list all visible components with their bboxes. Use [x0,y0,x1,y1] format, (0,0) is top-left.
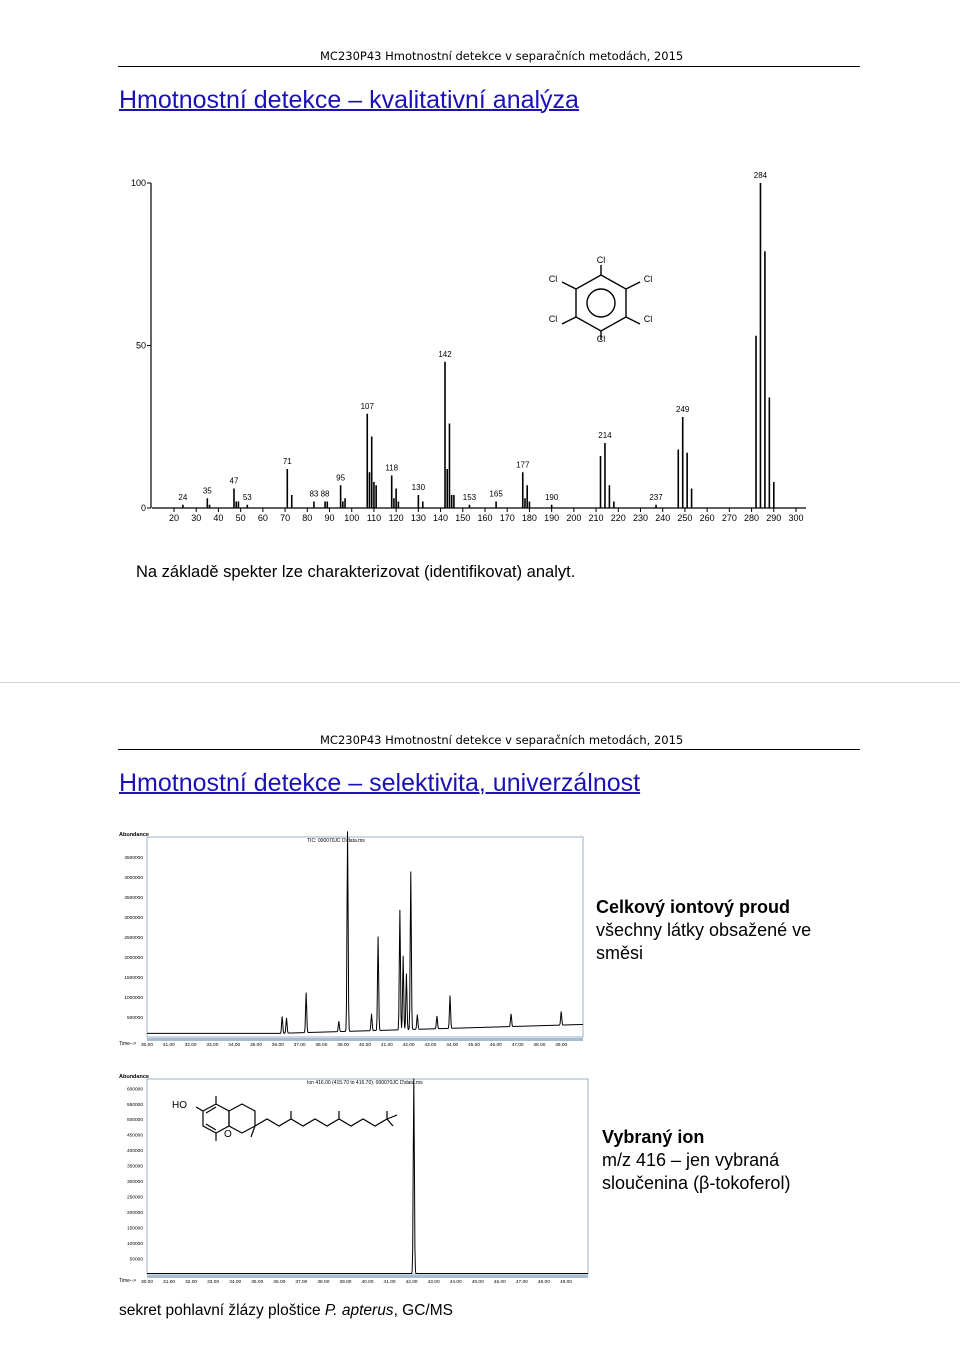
ms-peak-label: 118 [385,463,399,473]
cl-label: Cl [548,274,558,284]
ms-x-tick-label: 250 [677,513,693,523]
x-tick-label: 48.00 [533,1043,546,1048]
y-tick-label: 200000 [126,1211,143,1217]
y-tick-label: 3500000 [124,896,143,901]
ms-peak-label: 130 [411,483,426,492]
chart-title: Ion 416.00 (415.70 to 416.70): 000070JC D\data.ms [307,1080,423,1086]
ms-x-tick-label: 230 [632,513,649,523]
x-tick-label: 30.00 [140,1043,154,1048]
ms-peak-label: 214 [598,431,612,440]
x-tick-label: 33.00 [207,1280,220,1285]
ms-peak-label: 165 [489,489,503,499]
cl-label: Cl [643,274,653,284]
x-axis-title: Time--> [119,1041,137,1047]
x-tick-label: 41.00 [380,1043,393,1048]
ms-x-tick-label: 150 [455,513,471,523]
y-tick-label: 100000 [126,1242,143,1248]
ms-x-tick-label: 260 [699,513,715,523]
x-tick-label: 42.00 [402,1043,415,1048]
tic-chromatogram [117,829,587,1049]
ion-chromatogram [117,1071,592,1286]
hexachlorobenzene-structure [562,265,640,340]
y-tick-label: 1000000 [124,996,143,1001]
x-tick-label: 34.00 [228,1043,241,1048]
y-tick-label: 2500000 [124,936,143,941]
x-tick-label: 39.00 [339,1280,352,1285]
ms-peak-label: 71 [282,457,292,466]
slide-footer [119,1302,453,1320]
ion-axes [119,1074,588,1285]
x-tick-label: 41.00 [383,1280,396,1285]
x-tick-label: 36.00 [271,1043,284,1048]
slide-1 [0,0,960,683]
aromatic-ring [587,289,615,317]
y-axis-title: Abundance [119,832,149,838]
cl-label: Cl [596,255,606,265]
y-tick-label: 4500000 [124,856,143,861]
y-tick-label: 250000 [126,1195,143,1201]
ms-peaks [183,183,774,508]
x-tick-label: 44.00 [446,1043,459,1048]
ms-peak-label: 284 [753,171,768,180]
ho-label: HO [172,1100,187,1111]
ms-peak-label: 142 [438,349,452,359]
x-tick-label: 37.00 [295,1280,308,1285]
x-tick-label: 33.00 [206,1043,219,1048]
tic-desc-line: směsi [596,943,644,963]
x-tick-label: 43.00 [427,1280,440,1285]
x-tick-label: 38.00 [317,1280,330,1285]
y-tick-label: 450000 [126,1133,143,1139]
ms-peak-label: 107 [360,401,374,411]
tic-heading: Celkový iontový proud [596,897,791,917]
x-tick-label: 34.00 [229,1280,242,1285]
x-tick-label: 39.00 [337,1043,350,1048]
y-tick-label: 500000 [126,1016,143,1021]
x-tick-label: 40.00 [361,1280,374,1285]
footer-suffix: , GC/MS [393,1302,453,1319]
x-tick-label: 32.00 [184,1043,197,1048]
ms-x-tick-label: 20 [168,513,180,523]
chart-title: TIC: 000070JC D\data.ms [307,838,365,844]
ms-x-tick-label: 200 [566,513,582,523]
x-tick-label: 44.00 [449,1280,462,1285]
ion-description [602,1126,790,1195]
ms-peak-labels [178,171,767,502]
ms-peak-label: 190 [544,492,559,502]
y-axis-title: Abundance [119,1074,149,1080]
course-header: MC230P43 Hmotnostní detekce v separačních metodách, 2015 [320,733,684,747]
ms-peak-label: 24 [178,492,188,502]
x-tick-label: 45.00 [471,1280,484,1285]
ms-axes [131,178,806,523]
y-tick-label: 400000 [126,1149,143,1155]
ion-heading: Vybraný ion [602,1127,705,1147]
y-tick-label: 150000 [126,1226,143,1232]
ms-peak-label: 83 [309,489,319,499]
ms-y-tick-label: 100 [130,178,146,188]
ms-x-tick-label: 170 [499,513,515,523]
footer-prefix: sekret pohlavní žlázy ploštice [119,1302,325,1319]
ms-x-tick-label: 290 [766,513,782,523]
ms-x-tick-label: 100 [344,513,360,523]
ms-x-tick-label: 280 [744,513,760,523]
ms-x-tick-label: 210 [588,513,604,523]
ms-peak-label: 47 [229,476,239,486]
x-tick-label: 35.00 [249,1043,263,1048]
ms-x-tick-label: 180 [521,513,537,523]
ms-peak-label: 53 [242,492,252,502]
ms-x-tick-label: 220 [610,513,626,523]
header-rule [118,66,860,67]
o-label: O [224,1129,232,1140]
x-tick-label: 40.00 [358,1043,372,1048]
cl-label: Cl [548,314,558,324]
ms-peak-label: 237 [649,492,663,502]
ms-peak-label: 88 [320,489,330,499]
x-tick-label: 30.00 [140,1280,154,1285]
x-tick-label: 49.00 [559,1280,572,1285]
ms-x-tick-label: 300 [788,513,804,523]
y-tick-label: 50000 [129,1257,143,1263]
tic-desc-line: všechny látky obsažené ve [596,920,812,940]
ms-x-tick-label: 130 [410,513,426,523]
cl-label: Cl [643,314,653,324]
ms-x-tick-label: 240 [655,513,671,523]
ms-x-tick-label: 40 [213,513,224,523]
ms-x-tick-label: 80 [302,513,313,523]
x-tick-label: 37.00 [293,1043,306,1048]
ion-desc-line: sloučenina (β-tokoferol) [602,1173,791,1193]
cl-label: Cl [596,334,606,344]
ms-x-tick-label: 160 [477,513,493,523]
x-tick-label: 36.00 [273,1280,286,1285]
x-tick-label: 47.00 [511,1043,524,1048]
slide-caption: Na základě spekter lze charakterizovat (identifikovat) analyt. [136,563,576,581]
x-tick-label: 31.00 [162,1043,175,1048]
ms-peak-label: 177 [516,460,530,470]
ms-x-tick-label: 30 [191,513,202,523]
ms-x-tick-label: 90 [324,513,335,523]
y-tick-label: 300000 [126,1180,143,1186]
x-tick-label: 46.00 [489,1043,502,1048]
x-tick-label: 43.00 [424,1043,437,1048]
ms-peak-label: 35 [202,486,212,496]
x-tick-label: 46.00 [493,1280,506,1285]
footer-species: P. apterus [324,1302,394,1319]
y-tick-label: 3000000 [124,916,143,921]
ms-x-tick-label: 140 [433,513,449,523]
ms-peak-label: 95 [336,473,346,483]
tic-description [596,896,811,965]
x-axis-title: Time--> [119,1278,137,1284]
x-tick-label: 49.00 [555,1043,568,1048]
slide-title: Hmotnostní detekce – selektivita, univerzálnost [119,769,641,797]
x-tick-label: 45.00 [467,1043,481,1048]
x-tick-label: 31.00 [163,1280,176,1285]
slide-2 [0,683,960,1367]
x-tick-label: 35.00 [251,1280,264,1285]
plot-frame [147,837,583,1037]
ms-x-tick-label: 190 [544,513,560,523]
x-tick-label: 47.00 [515,1280,528,1285]
y-tick-label: 550000 [126,1102,143,1108]
y-tick-label: 2000000 [124,956,143,961]
ms-y-tick-label: 50 [135,340,146,351]
y-tick-label: 350000 [126,1164,143,1170]
course-header: MC230P43 Hmotnostní detekce v separačních metodách, 2015 [320,49,684,63]
tocopherol-labels [172,1100,232,1140]
tic-trace [147,831,583,1033]
ms-y-tick-label: 0 [140,503,146,513]
mass-spectrum-chart [0,170,960,570]
time-axis-bar [147,1038,583,1041]
tic-axes [119,832,583,1048]
ion-desc-line: m/z 416 – jen vybraná [602,1150,780,1170]
x-tick-label: 48.00 [537,1280,550,1285]
y-tick-label: 500000 [126,1118,143,1124]
y-tick-label: 4000000 [124,876,143,881]
ms-x-tick-label: 110 [366,513,382,523]
ms-x-tick-label: 50 [235,513,246,523]
y-tick-label: 1500000 [124,976,143,981]
header-rule [118,749,860,750]
x-tick-label: 42.00 [405,1280,418,1285]
x-tick-label: 38.00 [315,1043,328,1048]
ms-x-tick-label: 270 [721,513,737,523]
y-tick-label: 600000 [126,1087,143,1093]
ms-peak-label: 153 [462,492,477,502]
ms-x-tick-label: 120 [388,513,404,523]
ms-x-tick-label: 70 [280,513,291,523]
slide-title: Hmotnostní detekce – kvalitativní analýza [119,86,579,114]
time-axis-bar [147,1275,588,1278]
ms-x-tick-label: 60 [257,513,268,523]
ion-trace [147,1079,588,1274]
ms-peak-label: 249 [676,405,690,414]
x-tick-label: 32.00 [185,1280,198,1285]
